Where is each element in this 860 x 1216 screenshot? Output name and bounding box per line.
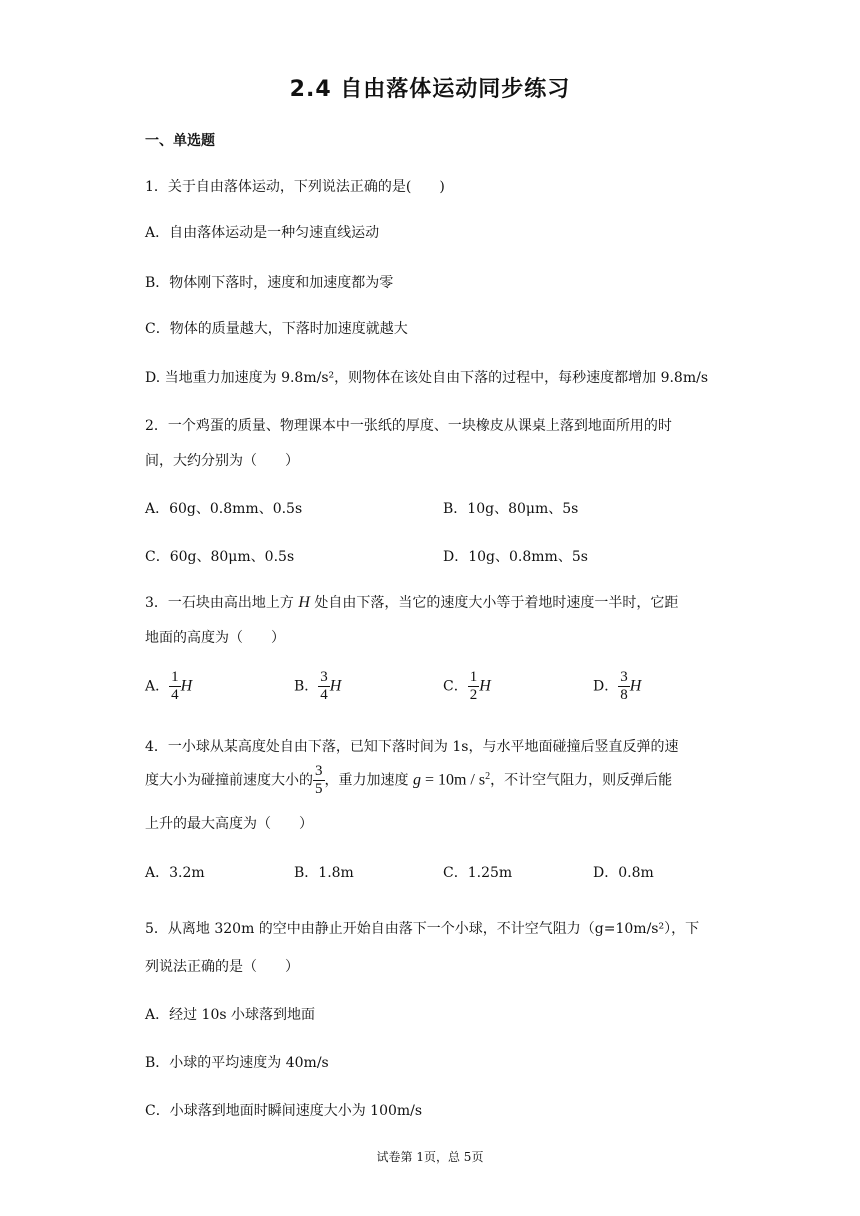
- height-variable: H: [629, 677, 642, 695]
- fraction: [468, 669, 480, 704]
- fraction: [169, 669, 181, 704]
- q2-option-d: D．10g、0.8mm、5s: [443, 549, 588, 565]
- q3-option-d: [593, 669, 641, 704]
- q3-option-a: [145, 669, 192, 704]
- fraction: [318, 669, 330, 704]
- q4-gravity-value: = 10m / s: [420, 771, 486, 789]
- q5-option-b: B．小球的平均速度为 40m/s: [145, 1055, 329, 1071]
- q3-stem-line1: [145, 592, 678, 612]
- q4-stem-line1: 4．一小球从某高度处自由下落，已知下落时间为 1s，与水平地面碰撞后竖直反弹的速: [145, 739, 679, 755]
- page-footer: 试卷第 1页，总 5页: [376, 1150, 484, 1164]
- height-variable: H: [479, 677, 491, 695]
- section-heading: 一、单选题: [145, 133, 215, 149]
- fraction-numerator: 3: [620, 669, 628, 685]
- q2-stem-line1: 2．一个鸡蛋的质量、物理课本中一张纸的厚度、一块橡皮从课桌上落到地面所用的时: [145, 418, 672, 434]
- q4-stem-line2: [145, 763, 672, 798]
- q4-stem-text-b: ，重力加速度: [324, 772, 413, 789]
- q3-stem-line2: 地面的高度为（ ）: [145, 630, 285, 646]
- q3-height-variable: H: [298, 594, 310, 611]
- q1-option-d: D. 当地重力加速度为 9.8m/s²，则物体在该处自由下落的过程中，每秒速度都增加 9.8m/s: [145, 370, 709, 386]
- option-label: B．: [294, 678, 319, 695]
- q1-option-a: A．自由落体运动是一种匀速直线运动: [145, 225, 380, 241]
- q1-option-b: B．物体刚下落时，速度和加速度都为零: [145, 275, 394, 291]
- fraction-numerator: 3: [315, 763, 323, 779]
- q4-option-a: A．3.2m: [145, 865, 205, 881]
- fraction-numerator: 3: [320, 669, 328, 685]
- q5-stem-line1: 5．从离地 320m 的空中由静止开始自由落下一个小球，不计空气阻力（g=10m/s²），下: [145, 921, 700, 937]
- q2-stem-line2: 间，大约分别为（ ）: [145, 453, 299, 469]
- q4-fraction: [313, 763, 325, 798]
- q5-stem-line2: 列说法正确的是（ ）: [145, 959, 299, 975]
- fraction-denominator: 4: [320, 687, 328, 703]
- q5-option-c: C．小球落到地面时瞬间速度大小为 100m/s: [145, 1103, 423, 1119]
- q3-stem-text-a: 3．一石块由高出地上方: [145, 595, 299, 611]
- q4-option-d: D．0.8m: [593, 865, 654, 881]
- q5-option-a: A．经过 10s 小球落到地面: [145, 1007, 316, 1023]
- option-label: C．: [443, 678, 468, 695]
- q2-option-c: C．60g、80μm、0.5s: [145, 549, 295, 565]
- height-variable: H: [329, 677, 342, 695]
- q4-stem-text-c: ，不计空气阻力，则反弹后能: [490, 772, 673, 789]
- q1-option-c: C．物体的质量越大，下落时加速度就越大: [145, 321, 408, 337]
- page-title: 2.4 自由落体运动同步练习: [289, 77, 571, 102]
- fraction-denominator: 8: [620, 687, 628, 703]
- q3-stem-text-b: 处自由下落，当它的速度大小等于着地时速度一半时，它距: [309, 595, 679, 611]
- q4-gravity-exponent: 2: [485, 770, 491, 782]
- q4-option-c: C．1.25m: [443, 865, 513, 881]
- fraction: [618, 669, 630, 704]
- fraction-denominator: 2: [469, 687, 478, 703]
- q4-stem-line3: 上升的最大高度为（ ）: [145, 816, 313, 832]
- q1-stem: 1．关于自由落体运动，下列说法正确的是( ): [145, 179, 445, 195]
- fraction-denominator: 4: [171, 687, 179, 703]
- q4-option-b: B．1.8m: [294, 865, 354, 881]
- q2-option-a: A．60g、0.8mm、0.5s: [145, 501, 303, 517]
- fraction-numerator: 1: [171, 669, 179, 685]
- q3-option-b: [294, 669, 341, 704]
- q4-stem-text-a: 度大小为碰撞前速度大小的: [145, 772, 313, 789]
- q3-option-c: [443, 669, 491, 704]
- q2-option-b: B．10g、80μm、5s: [443, 501, 579, 517]
- fraction-denominator: 5: [315, 781, 323, 797]
- height-variable: H: [180, 677, 193, 695]
- option-label: D．: [593, 678, 619, 695]
- q4-gravity-variable: g: [412, 771, 421, 789]
- fraction-numerator: 1: [469, 669, 478, 685]
- option-label: A．: [145, 678, 170, 695]
